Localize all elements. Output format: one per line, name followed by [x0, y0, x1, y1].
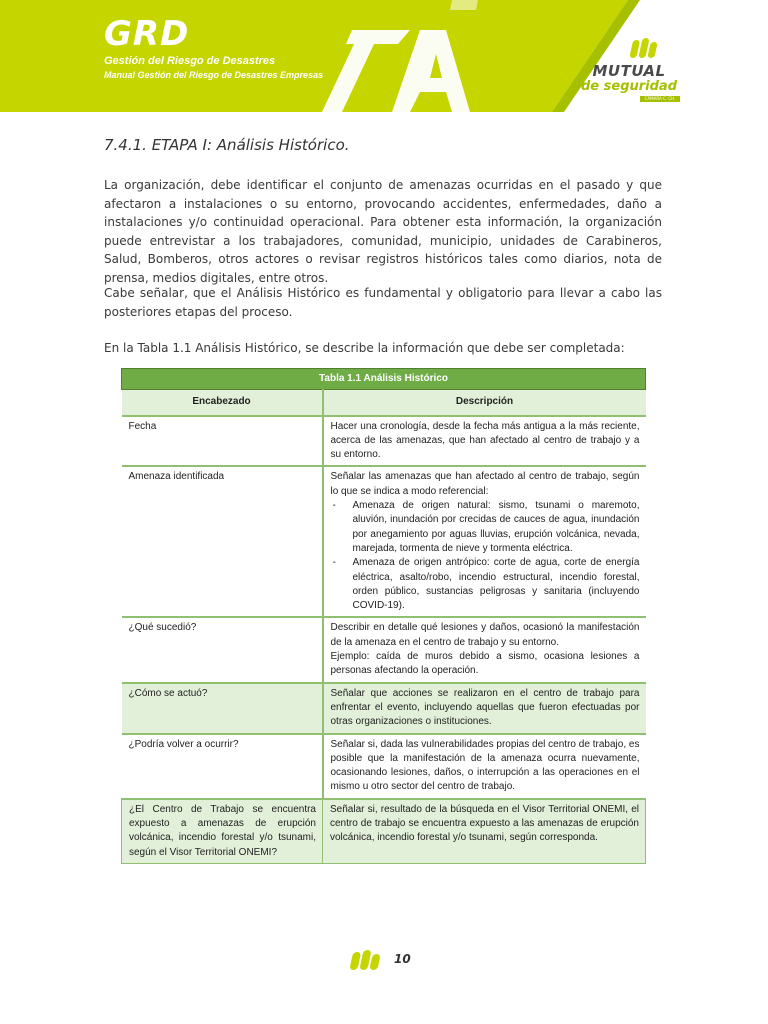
page-header	[0, 0, 768, 112]
paragraph-intro: La organización, debe identificar el conjunto de amenazas ocurridas en el pasado y que afectaron a instalaciones o su entorno, provocando accidentes, enfermedades, daño a instalaciones y/o continuidad operacional. Para obtener esta información, la organización puede entrevistar a los trabajadores, comunidad, municipio, unidades de Carabineros, Salud, Bomberos, otros actores o revisar registros históricos tales como diarios, nota de prensa, medios digitales, entre otros.	[104, 178, 662, 285]
row-description	[323, 466, 646, 617]
paragraph-note: Cabe señalar, que el Análisis Histórico es fundamental y obligatorio para llevar a cabo las posteriores etapas del proceso.	[104, 286, 662, 319]
row-label: ¿El Centro de Trabajo se encuentra expuesto a amenazas de erupción volcánica, incendio forestal y/o tsunami, según el Visor Territorial ONEMI?	[122, 799, 323, 864]
table-row	[122, 734, 646, 799]
row-label: ¿Qué sucedió?	[122, 617, 323, 682]
table-row	[122, 617, 646, 682]
brand-tag: CÁMARA C. CH.	[640, 96, 680, 102]
header-band-shape	[0, 0, 628, 112]
analysis-table	[121, 368, 645, 864]
table-row	[122, 466, 646, 617]
row-description-text: Describir en detalle qué lesiones y daños, ocasionó la manifestación de la amenaza en el centro de trabajo y su entorno.	[330, 622, 640, 648]
footer-logo-icon	[348, 948, 384, 972]
list-item: - Amenaza de origen natural: sismo, tsunami o maremoto, aluvión, inundación por crecidas de cauces de agua, inundación por anegamiento por aguas lluvias, erupción volcánica, nevada, marejada, tormenta de nieve y tormenta eléctrica.	[345, 499, 640, 556]
list-item: - Amenaza de origen antrópico: corte de agua, corte de energía eléctrica, asalto/robo, incendio estructural, incendio forestal, orden público, sustancias peligrosas y sanitaria (incluyendo COVID-19).	[345, 556, 640, 613]
hazard-list	[331, 499, 640, 613]
row-description: Señalar si, resultado de la búsqueda en el Visor Territorial ONEMI, el centro de trabajo se encuentra expuesto a las amenazas de erupción volcánica, incendio forestal y/o tsunami, según corresponda.	[323, 799, 646, 864]
table-row	[122, 799, 646, 864]
brand-name: MUTUAL	[592, 62, 666, 80]
header-manual-title: Manual Gestión del Riesgo de Desastres Empresas	[104, 70, 324, 80]
table-row	[122, 683, 646, 734]
table-row	[122, 416, 646, 467]
table-header-col2: Descripción	[323, 390, 646, 416]
row-label: ¿Podría volver a ocurrir?	[122, 734, 323, 799]
row-description	[323, 617, 646, 682]
table-title: Tabla 1.1 Análisis Histórico	[122, 369, 646, 390]
row-label: Amenaza identificada	[122, 466, 323, 617]
row-description: Señalar que acciones se realizaron en el centro de trabajo para enfrentar el evento, incluyendo aquellas que fueron efectuadas por otras organizaciones o instituciones.	[323, 683, 646, 734]
brand-subtitle: de seguridad	[580, 79, 677, 94]
row-description-intro: Señalar las amenazas que han afectado al centro de trabajo, según lo que se indica a modo referencial:	[330, 471, 640, 497]
section-heading: 7.4.1. ETAPA I: Análisis Histórico.	[104, 136, 350, 154]
page-number: 10	[394, 952, 411, 966]
header-title: GRD	[104, 14, 190, 54]
row-description: Señalar si, dada las vulnerabilidades propias del centro de trabajo, es posible que la manifestación de la amenaza ocurra nuevamente, ocasionando lesiones, daños, o interrupción a las operaciones en el mismo u otro sector del centro de trabajo.	[323, 734, 646, 799]
table-header-col1: Encabezado	[122, 390, 323, 416]
row-description-example: Ejemplo: caída de muros debido a sismo, ocasiona lesiones a personas afectando la operación.	[330, 651, 640, 677]
row-label: ¿Cómo se actuó?	[122, 683, 323, 734]
row-label: Fecha	[122, 416, 323, 467]
row-description: Hacer una cronología, desde la fecha más antigua a la más reciente, acerca de las amenazas, que han afectado al centro de trabajo y a su entorno.	[323, 416, 646, 467]
paragraph-table-intro: En la Tabla 1.1 Análisis Histórico, se describe la información que debe ser completada:	[104, 341, 625, 355]
header-subtitle: Gestión del Riesgo de Desastres	[104, 55, 276, 67]
